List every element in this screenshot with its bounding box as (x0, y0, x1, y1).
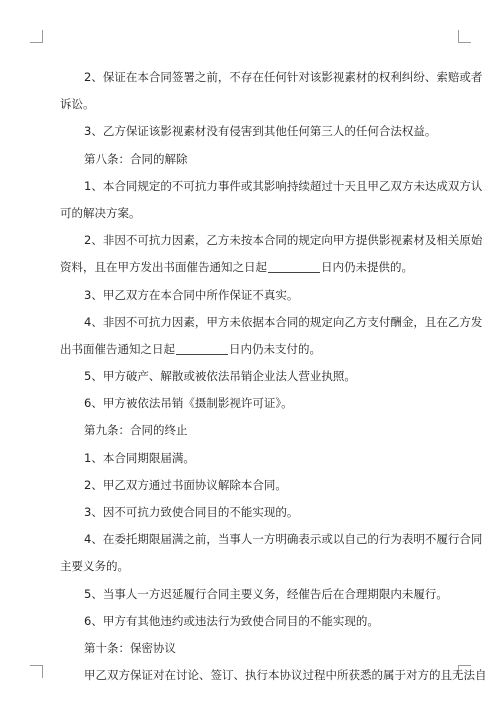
article-8-item-1-line-2: 可的解决方案。 (60, 205, 141, 220)
article-9-item-5: 5、当事人一方迟延履行合同主要义务，经催告后在合理期限内未履行。 (84, 586, 448, 601)
article-9-item-6: 6、甲方有其他违约或违法行为致使合同目的不能实现的。 (84, 613, 379, 628)
article-8-item-2-text-after-blank: 日内仍未提供的。 (321, 260, 413, 275)
crop-mark-top-left (30, 30, 43, 43)
fill-in-blank-days (176, 342, 228, 355)
article-8-heading: 第八条：合同的解除 (84, 151, 188, 166)
article-9-item-3: 3、因不可抗力致使合同目的不能实现的。 (84, 505, 299, 519)
article-10-heading: 第十条：保密协议 (84, 640, 176, 655)
document-body (60, 64, 487, 689)
article-8-item-3: 3、甲乙双方在本合同中所作保证不真实。 (84, 287, 299, 302)
crop-mark-top-right (458, 30, 471, 43)
article-8-item-4-line-1: 4、非因不可抗力因素，甲方未依据本合同的规定向乙方支付酬金，且在乙方发 (84, 314, 483, 329)
article-8-item-4-text-after-blank: 日内仍未支付的。 (229, 341, 321, 356)
article-8-item-1-line-1: 1、本合同规定的不可抗力事件或其影响持续超过十天且甲乙双方未达成双方认 (84, 178, 483, 193)
article-8-item-4-line-2 (60, 336, 445, 363)
fill-in-blank-days (268, 260, 320, 273)
article-9-heading: 第九条：合同的终止 (84, 423, 188, 438)
paragraph-guarantee-2-line-1: 2、保证在本合同签署之前，不存在任何针对该影视素材的权利纠纷、索赔或者 (84, 70, 483, 84)
article-8-item-4-text-before-blank: 出书面催告通知之日起 (60, 341, 175, 356)
crop-mark-bottom-left (30, 665, 43, 678)
paragraph-guarantee-3: 3、乙方保证该影视素材没有侵害到其他任何第三人的任何合法权益。 (84, 124, 437, 139)
article-9-item-4-line-2: 主要义务的。 (60, 559, 129, 574)
article-8-item-5: 5、甲方破产、解散或被依法吊销企业法人营业执照。 (84, 369, 356, 384)
article-9-item-4-line-1: 4、在委托期限届满之前，当事人一方明确表示或以自己的行为表明不履行合同 (84, 532, 483, 547)
article-9-item-1: 1、本合同期限届满。 (84, 450, 195, 465)
article-10-paragraph-line-1: 甲乙双方保证对在讨论、签订、执行本协议过程中所获悉的属于对方的且无法自 (84, 668, 487, 683)
article-8-item-2-line-1: 2、非因不可抗力因素，乙方未按本合同的规定向甲方提供影视素材及相关原始 (84, 233, 483, 248)
article-8-item-2-line-2 (60, 254, 445, 281)
paragraph-guarantee-2-line-2: 诉讼。 (60, 97, 95, 112)
article-8-item-6: 6、甲方被依法吊销《摄制影视许可证》。 (84, 396, 293, 411)
article-8-item-2-text-before-blank: 资料，且在甲方发出书面催告通知之日起 (60, 260, 267, 275)
article-9-item-2: 2、甲乙双方通过书面协议解除本合同。 (84, 477, 287, 492)
